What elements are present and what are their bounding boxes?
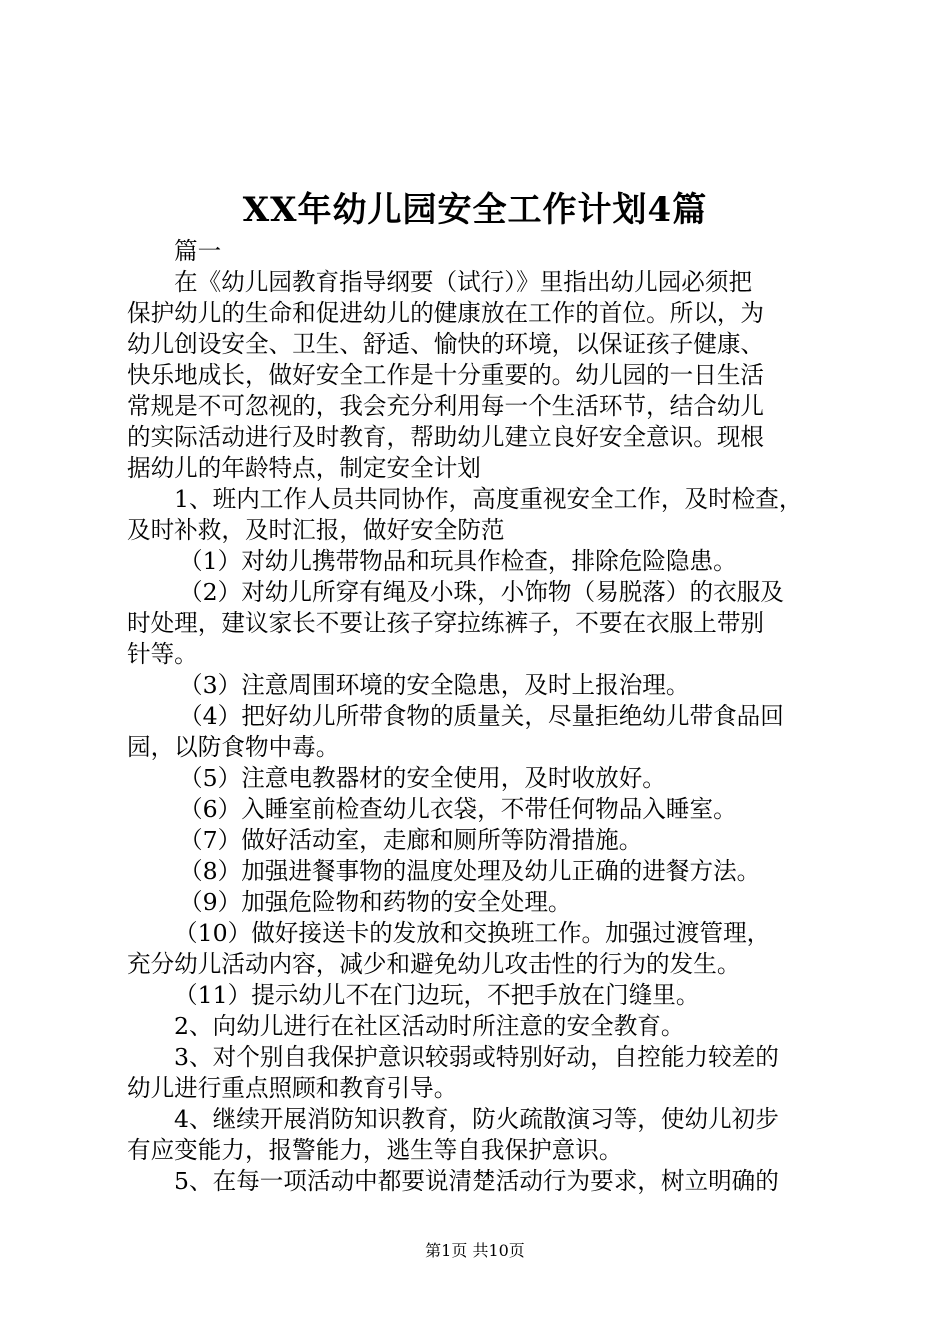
list-item-line: 5、在每一项活动中都要说清楚活动行为要求，树立明确的 — [174, 1167, 779, 1195]
list-item-line: 幼儿进行重点照顾和教育引导。 — [127, 1074, 458, 1102]
paragraph-line: 快乐地成长，做好安全工作是十分重要的。幼儿园的一日生活 — [127, 361, 765, 389]
sub-item-line: （9）加强危险物和药物的安全处理。 — [179, 888, 572, 916]
paragraph-line: 据幼儿的年龄特点，制定安全计划 — [127, 454, 481, 482]
sub-item-line: （11）提示幼儿不在门边玩，不把手放在门缝里。 — [174, 981, 700, 1009]
sub-item-line: 时处理，建议家长不要让孩子穿拉练裤子，不要在衣服上带别 — [127, 609, 765, 637]
list-item-line: 2、向幼儿进行在社区活动时所注意的安全教育。 — [174, 1012, 685, 1040]
section-heading: 篇一 — [174, 237, 222, 265]
sub-item-line: （10）做好接送卡的发放和交换班工作。加强过渡管理， — [174, 919, 771, 947]
sub-item-line: （1）对幼儿携带物品和玩具作检查，排除危险隐患。 — [179, 547, 737, 575]
sub-item-line: 针等。 — [127, 640, 198, 668]
paragraph-line: 保护幼儿的生命和促进幼儿的健康放在工作的首位。所以，为 — [127, 299, 765, 327]
paragraph-line: 在《幼儿园教育指导纲要（试行）》里指出幼儿园必须把 — [174, 268, 753, 296]
sub-item-line: 充分幼儿活动内容，减少和避免幼儿攻击性的行为的发生。 — [127, 950, 741, 978]
list-item-line: 1、班内工作人员共同协作，高度重视安全工作，及时检查， — [174, 485, 803, 513]
sub-item-line: （4）把好幼儿所带食物的质量关，尽量拒绝幼儿带食品回 — [179, 702, 784, 730]
document-title: XX年幼儿园安全工作计划4篇 — [242, 190, 708, 230]
list-item-line: 4、继续开展消防知识教育，防火疏散演习等，使幼儿初步 — [174, 1105, 779, 1133]
sub-item-line: （3）注意周围环境的安全隐患，及时上报治理。 — [179, 671, 690, 699]
page-footer: 第1页 共10页 — [425, 1241, 525, 1260]
sub-item-line: （2）对幼儿所穿有绳及小珠，小饰物（易脱落）的衣服及 — [179, 578, 784, 606]
sub-item-line: （5）注意电教器材的安全使用，及时收放好。 — [179, 764, 666, 792]
sub-item-line: （7）做好活动室，走廊和厕所等防滑措施。 — [179, 826, 643, 854]
sub-item-line: （8）加强进餐事物的温度处理及幼儿正确的进餐方法。 — [179, 857, 761, 885]
list-item-line: 有应变能力，报警能力，逃生等自我保护意识。 — [127, 1136, 623, 1164]
sub-item-line: （6）入睡室前检查幼儿衣袋，不带任何物品入睡室。 — [179, 795, 737, 823]
paragraph-line: 常规是不可忽视的，我会充分利用每一个生活环节，结合幼儿 — [127, 392, 765, 420]
list-item-line: 3、对个别自我保护意识较弱或特别好动，自控能力较差的 — [174, 1043, 779, 1071]
list-item-line: 及时补救，及时汇报，做好安全防范 — [127, 516, 505, 544]
document-body — [127, 236, 837, 1197]
sub-item-line: 园，以防食物中毒。 — [127, 733, 340, 761]
paragraph-line: 幼儿创设安全、卫生、舒适、愉快的环境，以保证孩子健康、 — [127, 330, 765, 358]
paragraph-line: 的实际活动进行及时教育，帮助幼儿建立良好安全意识。现根 — [127, 423, 765, 451]
